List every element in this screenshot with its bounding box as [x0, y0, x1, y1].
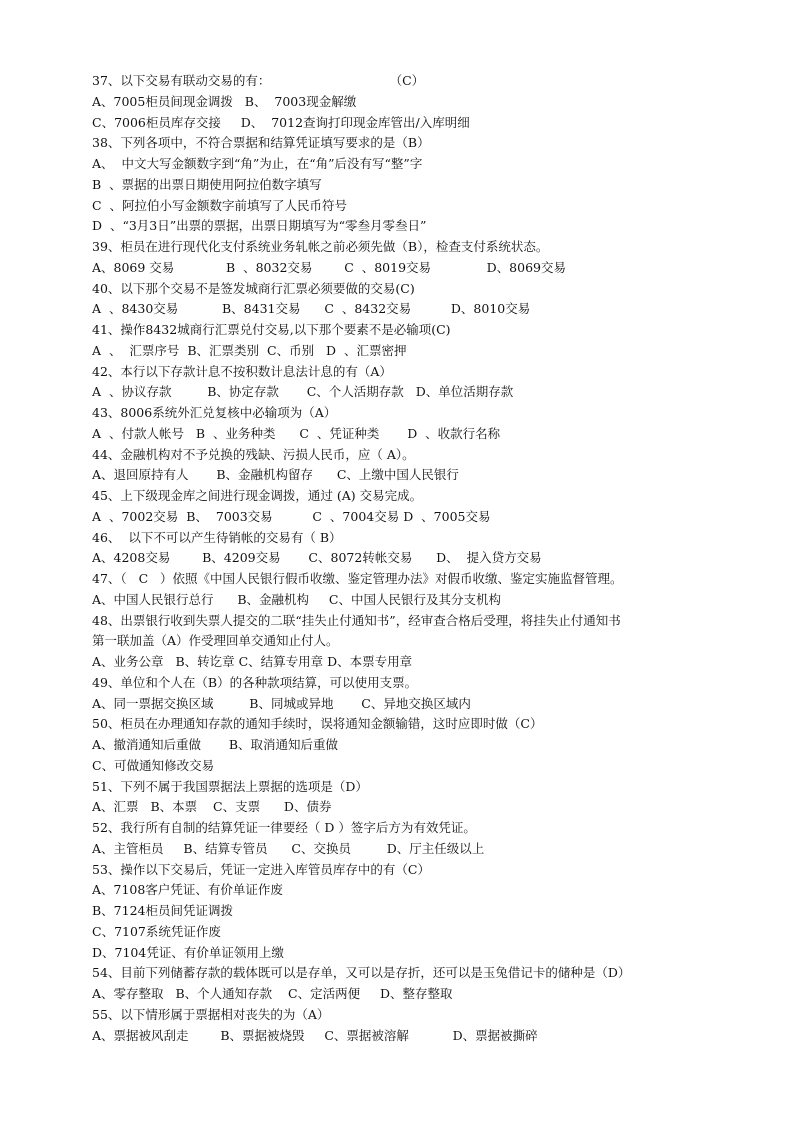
text-line: A、中国人民银行总行 B、金融机构 C、中国人民银行及其分支机构 [92, 591, 501, 607]
text-line: C、7006柜员库存交接 D、 7012查询打印现金库管出/入库明细 [92, 114, 470, 130]
text-line: 40、以下那个交易不是签发城商行汇票必须要做的交易(C) [92, 280, 415, 296]
text-line: A、零存整取 B、个人通知存款 C、定活两便 D、整存整取 [92, 986, 453, 1001]
text-line: A、撤消通知后重做 B、取消通知后重做 [92, 737, 339, 752]
text-line: 38、下列各项中，不符合票据和结算凭证填写要求的是（B） [92, 135, 430, 151]
text-line: 52、我行所有自制的结算凭证一律要经（ D ）签字后方为有效凭证。 [92, 820, 476, 835]
text-line: 53、操作以下交易后，凭证一定进入库管员库存中的有（C） [92, 861, 430, 877]
text-line: 44、金融机构对不予兑换的残缺、污损人民币，应（ A）。 [92, 446, 415, 462]
text-line: 49、单位和个人在（B）的各种款项结算，可以使用支票。 [92, 674, 418, 690]
text-line: A 、付款人帐号 B 、业务种类 C 、凭证种类 D 、收款行名称 [92, 425, 501, 441]
text-line: 41、操作8432城商行汇票兑付交易,以下那个要素不是必输项(C) [92, 322, 451, 337]
text-line: A 、 汇票序号 B、汇票类别 C、币别 D 、汇票密押 [92, 342, 407, 358]
text-line: A 、协议存款 B、协定存款 C、个人活期存款 D、单位活期存款 [92, 384, 514, 400]
text-line: 46、 以下不可以产生待销帐的交易有（ B） [92, 529, 342, 545]
text-line: 43、8006系统外汇兑复核中必输项为（A） [92, 405, 337, 420]
text-line: A、4208交易 B、4209交易 C、8072转帐交易 D、 提入贷方交易 [92, 550, 542, 566]
text-line: A 、7002交易 B、 7003交易 C 、7004交易 D 、7005交易 [92, 508, 491, 524]
text-line: A、票据被风刮走 B、票据被烧毁 C、票据被溶解 D、票据被撕碎 [92, 1027, 538, 1043]
document-body [92, 71, 712, 1046]
text-line: 45、上下级现金库之间进行现金调拨，通过 (A) 交易完成。 [92, 488, 423, 503]
text-line: A、同一票据交换区域 B、同城或异地 C、异地交换区域内 [92, 695, 471, 711]
text-line: 48、出票银行收到失票人提交的二联“挂失止付通知书”，经审查合格后受理，将挂失止付通知书 [92, 612, 621, 628]
text-line: A、业务公章 B、转讫章 C、结算专用章 D、本票专用章 [92, 654, 413, 669]
text-line: 42、本行以下存款计息不按积数计息法计息的有（A） [92, 363, 392, 379]
text-line: 37、以下交易有联动交易的有： （C） [92, 73, 425, 88]
text-line: A、主管柜员 B、结算专管员 C、交换员 D、厅主任级以上 [92, 840, 485, 856]
text-line: 54、目前下列储蓄存款的载体既可以是存单，又可以是存折，还可以是玉兔借记卡的储种是（D） [92, 965, 631, 981]
text-line: 47、（ C ）依照《中国人民银行假币收缴、鉴定管理办法》对假币收缴、鉴定实施监督管理。 [92, 571, 623, 586]
text-line: 51、下列不属于我国票据法上票据的选项是（D） [92, 778, 368, 794]
text-line: 55、以下情形属于票据相对丧失的为（A） [92, 1006, 330, 1022]
text-line: A、7108客户凭证、有价单证作废 [92, 882, 283, 898]
text-line: A、退回原持有人 B、金融机构留存 C、上缴中国人民银行 [92, 467, 459, 483]
text-line: 第一联加盖（A）作受理回单交通知止付人。 [92, 633, 339, 649]
text-line: A 、8430交易 B、8431交易 C 、8432交易 D、8010交易 [92, 301, 531, 317]
text-line: A、 中文大写金额数字到“角”为止，在“角”后没有写“整”字 [92, 156, 423, 171]
text-line: C 、阿拉伯小写金额数字前填写了人民币符号 [92, 197, 348, 213]
text-line: 39、柜员在进行现代化支付系统业务轧帐之前必须先做（B），检查支付系统状态。 [92, 239, 549, 254]
text-line: B、7124柜员间凭证调拨 [92, 903, 233, 918]
text-line: D 、“3月3日”出票的票据，出票日期填写为“零叁月零叁日” [92, 218, 427, 234]
text-line: A、8069 交易 B 、8032交易 C 、8019交易 D、8069交易 [92, 259, 566, 275]
text-line: C、7107系统凭证作废 [92, 923, 221, 939]
text-line: D、7104凭证、有价单证领用上缴 [92, 944, 284, 960]
text-line: A、汇票 B、本票 C、支票 D、债券 [92, 799, 332, 815]
text-line: A、7005柜员间现金调拨 B、 7003现金解缴 [92, 93, 357, 109]
text-line: B 、票据的出票日期使用阿拉伯数字填写 [92, 176, 322, 192]
text-line: 50、柜员在办理通知存款的通知手续时，误将通知金额输错，这时应即时做（C） [92, 716, 543, 732]
text-line: C、可做通知修改交易 [92, 757, 215, 773]
